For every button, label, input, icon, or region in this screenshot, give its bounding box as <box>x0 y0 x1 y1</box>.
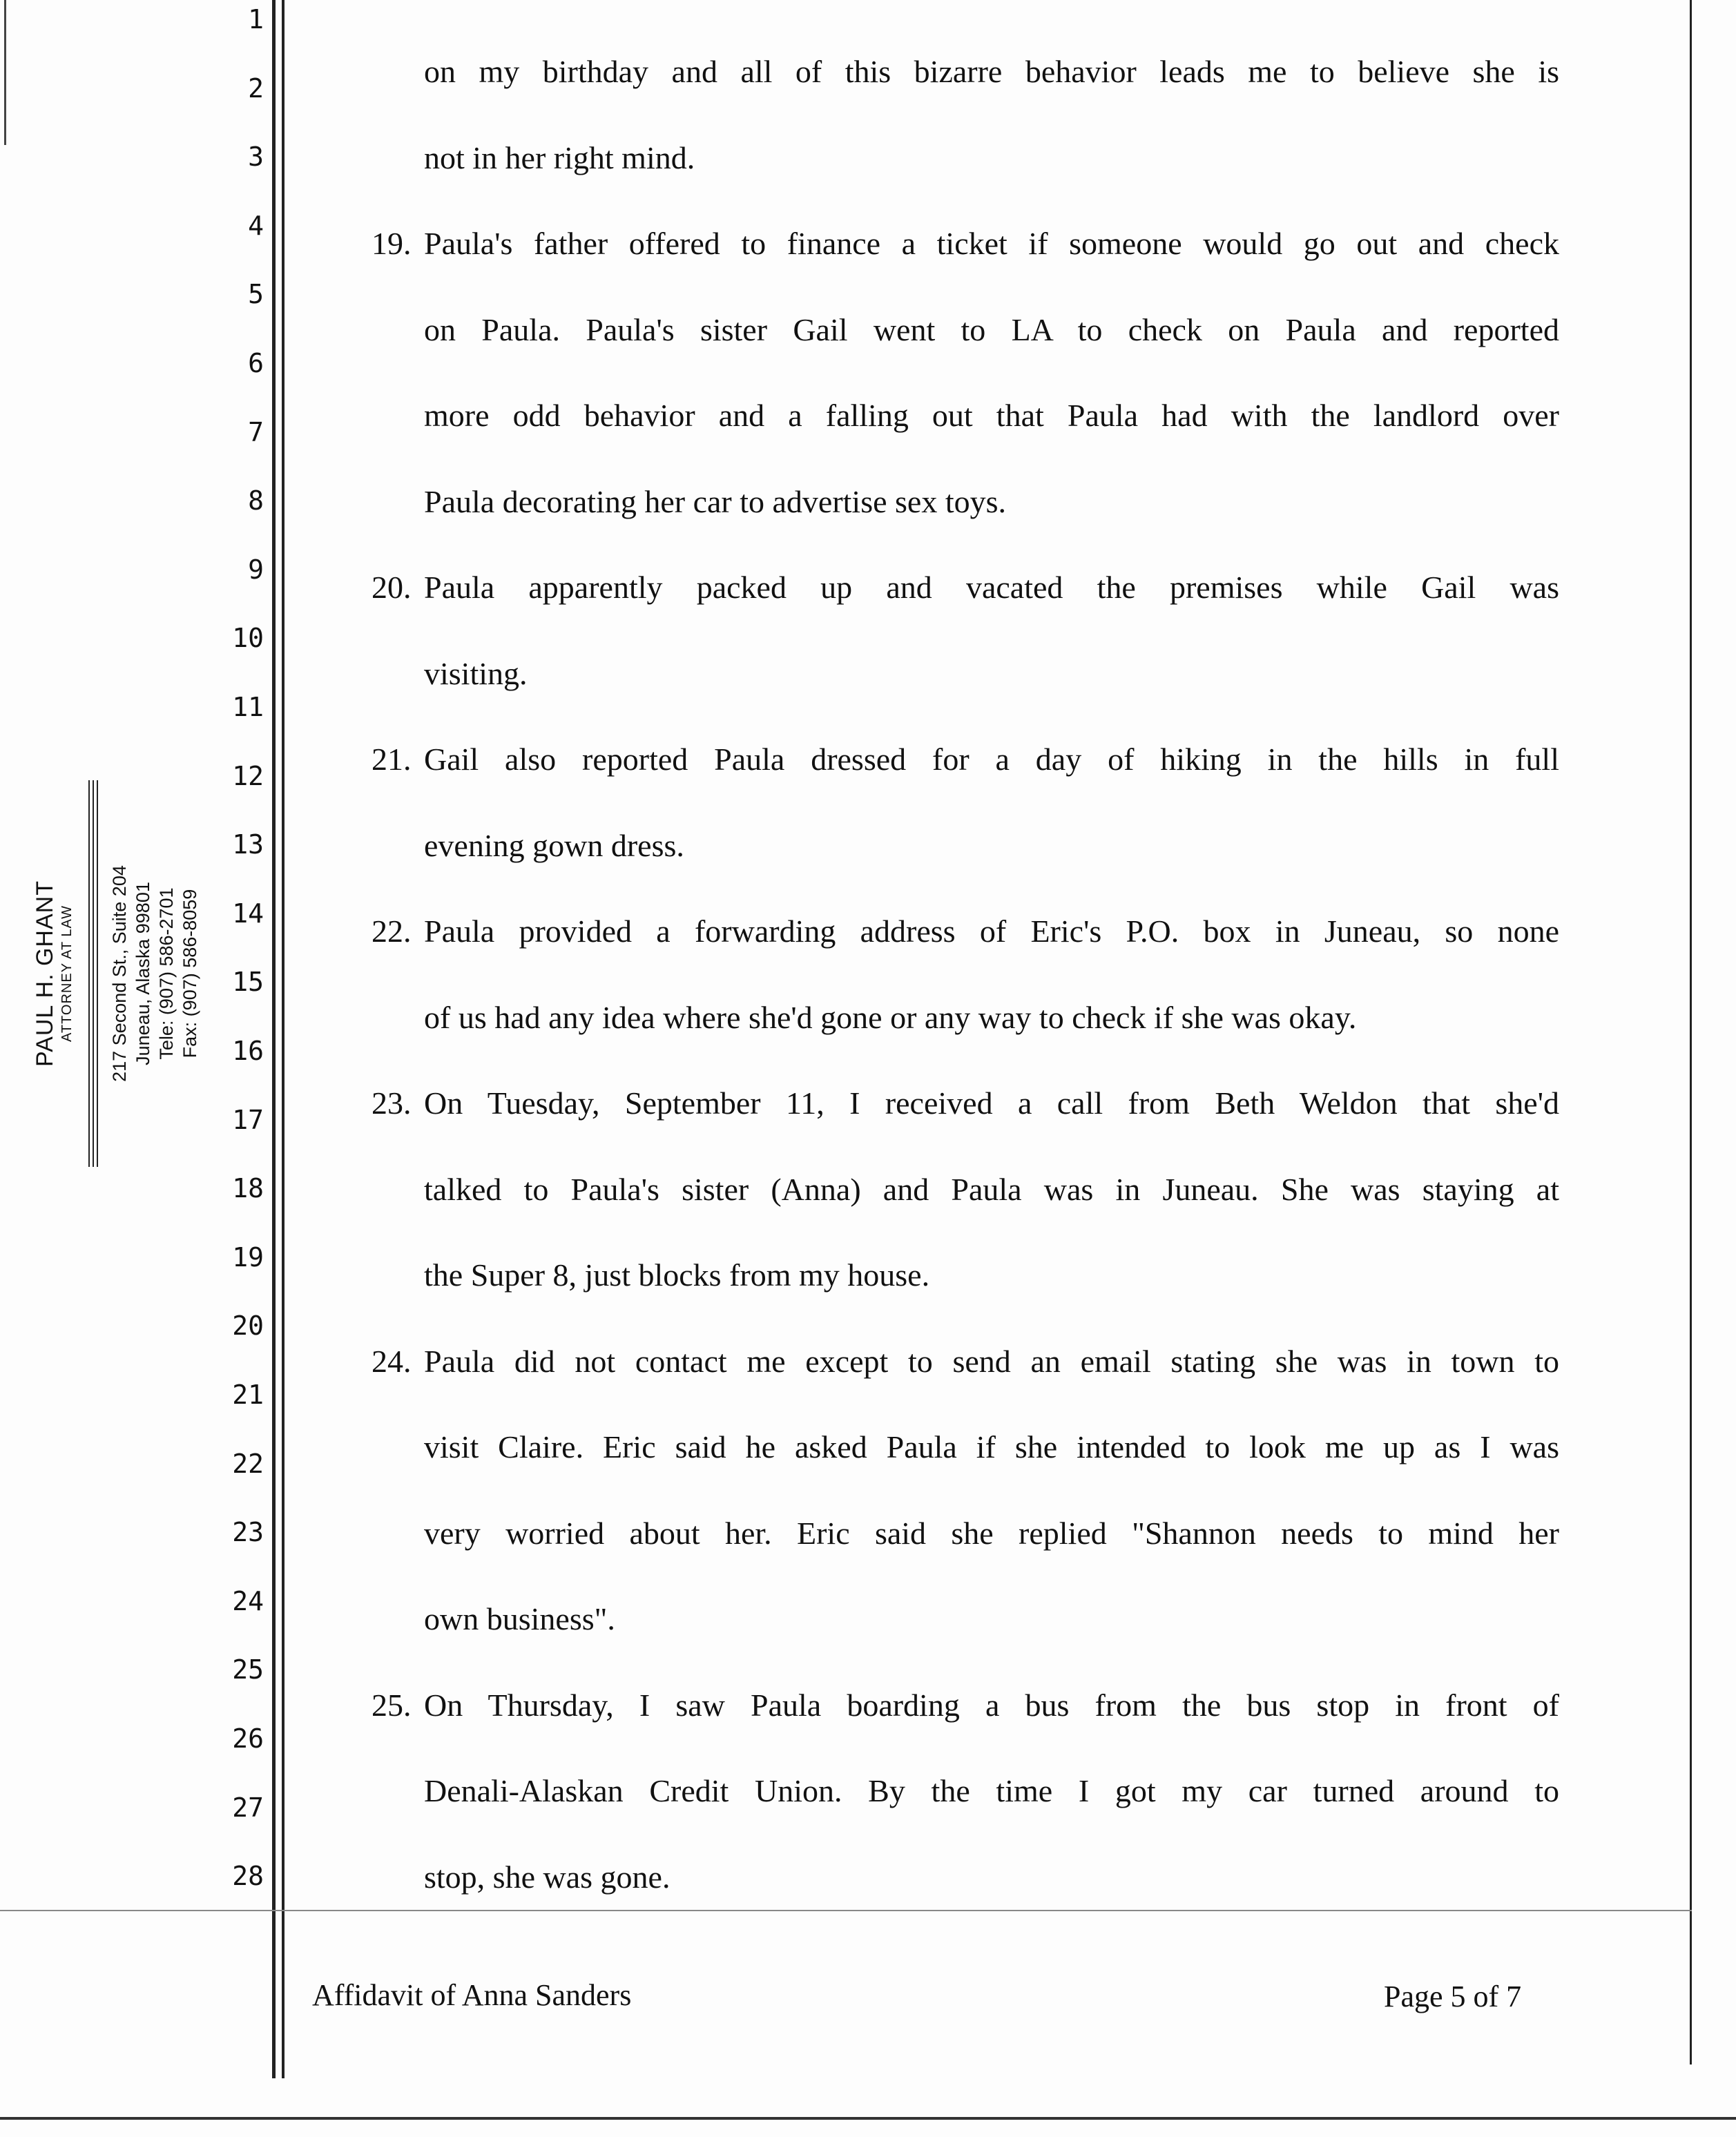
paragraph-line: Gail also reported Paula dressed for a day of hiking in the hills in full <box>424 742 1559 777</box>
firm-phone: Tele: (907) 586-2701 <box>156 887 177 1060</box>
paragraph-line: Paula provided a forwarding address of Eric's P.O. box in Juneau, so none <box>424 913 1559 949</box>
line-number: 16 <box>232 1036 264 1066</box>
paragraph-line: stop, she was gone. <box>424 1859 671 1895</box>
paragraph-line: Paula did not contact me except to send an email stating she was in town to <box>424 1343 1559 1379</box>
firm-rule <box>93 780 94 1167</box>
paragraph-line: On Tuesday, September 11, I received a call from Beth Weldon that she'd <box>424 1085 1559 1121</box>
line-number: 17 <box>232 1104 264 1135</box>
left-margin-rule-inner <box>282 0 284 2078</box>
line-number: 13 <box>232 829 264 860</box>
paragraph-line: On Thursday, I saw Paula boarding a bus from the bus stop in front of <box>424 1687 1559 1723</box>
line-number: 26 <box>232 1723 264 1754</box>
line-number: 10 <box>232 623 264 654</box>
line-number: 4 <box>248 210 264 241</box>
line-number: 23 <box>232 1517 264 1548</box>
paragraph-line: evening gown dress. <box>424 827 684 863</box>
paragraph-number: 24. <box>372 1343 412 1379</box>
paragraph-line: the Super 8, just blocks from my house. <box>424 1257 930 1293</box>
line-number: 18 <box>232 1173 264 1204</box>
line-number: 14 <box>232 898 264 929</box>
line-number: 21 <box>232 1380 264 1410</box>
paragraph-number: 20. <box>372 570 412 605</box>
page-edge-rule <box>4 0 6 145</box>
line-number: 12 <box>232 760 264 791</box>
paragraph-line: talked to Paula's sister (Anna) and Paula was in Juneau. She was staying at <box>424 1171 1559 1207</box>
firm-title: ATTORNEY AT LAW <box>59 905 75 1043</box>
line-number: 1 <box>248 4 264 35</box>
paragraph-line: visiting. <box>424 655 528 691</box>
line-number: 11 <box>232 692 264 722</box>
line-number: 5 <box>248 279 264 310</box>
firm-name: PAUL H. GHANT <box>32 880 58 1067</box>
paragraph-number: 22. <box>372 913 412 949</box>
law-firm-sidebar <box>21 780 221 1167</box>
paragraph-line: very worried about her. Eric said she replied "Shannon needs to mind her <box>424 1515 1559 1551</box>
footer-page-number: Page 5 of 7 <box>1384 1980 1522 2013</box>
paragraph-line: not in her right mind. <box>424 139 695 175</box>
paragraph-number: 21. <box>372 742 412 777</box>
line-number: 9 <box>248 554 264 585</box>
line-number: 20 <box>232 1311 264 1342</box>
paragraph-line: Paula apparently packed up and vacated the premises while Gail was <box>424 570 1559 605</box>
paragraph-line: on my birthday and all of this bizarre behavior leads me to believe she is <box>424 54 1559 89</box>
line-number: 8 <box>248 485 264 516</box>
line-number: 19 <box>232 1241 264 1273</box>
footer-separator <box>0 1910 1692 1911</box>
line-number: 28 <box>232 1861 264 1892</box>
firm-rule <box>88 780 90 1167</box>
paragraph-line: on Paula. Paula's sister Gail went to LA to check on Paula and reported <box>424 311 1559 347</box>
paragraph-line: Denali-Alaskan Credit Union. By the time I got my car turned around to <box>424 1773 1559 1808</box>
line-number: 3 <box>248 142 264 173</box>
firm-fax: Fax: (907) 586-8059 <box>180 889 200 1058</box>
paragraph-number: 23. <box>372 1085 412 1121</box>
paragraph-number: 19. <box>372 226 412 261</box>
right-margin-rule <box>1690 0 1692 2065</box>
line-number: 25 <box>232 1654 264 1685</box>
firm-address-city: Juneau, Alaska 99801 <box>133 882 153 1065</box>
line-number: 15 <box>232 967 264 998</box>
paragraph-line: more odd behavior and a falling out that Paula had with the landlord over <box>424 398 1559 433</box>
firm-address-street: 217 Second St., Suite 204 <box>109 865 130 1082</box>
paragraph-line: of us had any idea where she'd gone or any way to check if she was okay. <box>424 999 1357 1035</box>
line-number: 27 <box>232 1792 264 1823</box>
line-number: 2 <box>248 72 264 104</box>
footer-document-title: Affidavit of Anna Sanders <box>312 1978 632 2012</box>
line-number: 24 <box>232 1585 264 1616</box>
firm-rule <box>97 780 98 1167</box>
paragraph-line: Paula's father offered to finance a ticket if someone would go out and check <box>424 226 1559 261</box>
paragraph-number: 25. <box>372 1687 412 1723</box>
paragraph-line: visit Claire. Eric said he asked Paula if she intended to look me up as I was <box>424 1429 1559 1464</box>
bottom-edge-rule <box>0 2117 1736 2120</box>
line-number: 22 <box>232 1448 264 1479</box>
line-number: 7 <box>248 416 264 447</box>
left-margin-rule-outer <box>272 0 276 2078</box>
paragraph-line: Paula decorating her car to advertise sex toys. <box>424 483 1007 519</box>
paragraph-line: own business". <box>424 1601 615 1636</box>
line-number: 6 <box>248 348 264 378</box>
